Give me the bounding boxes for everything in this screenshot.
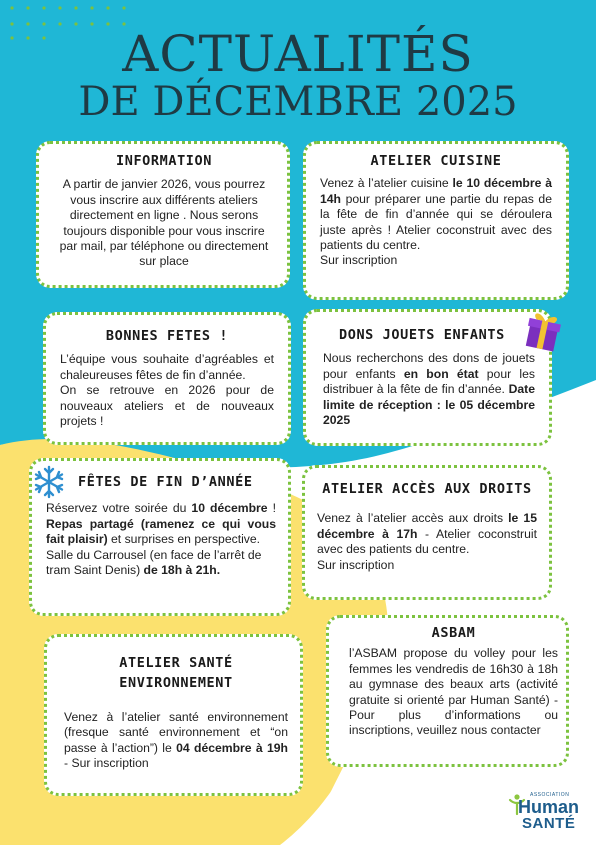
card-title: BONNES FETES ! xyxy=(105,328,229,344)
card-title: ASBAM xyxy=(431,625,476,641)
card-text: L’équipe vous souhaite d’agréables et chaleureuses fêtes de fin d’année. xyxy=(60,352,274,382)
logo-human: Human xyxy=(518,797,580,817)
card-text: Venez à l’atelier accès aux droits le 15 décembre à 17h - Atelier coconstruit avec des patients du centre. xyxy=(317,511,537,557)
snowflake-icon xyxy=(32,465,66,499)
card-title: DONS JOUETS ENFANTS xyxy=(339,327,505,343)
card-bonnes-fetes xyxy=(43,312,291,445)
card-text: Venez à l’atelier santé environnement (fresque santé environnement et “on passe à l’action”) le 04 décembre à 19h - Sur inscription xyxy=(64,710,288,771)
card-text: Venez à l’atelier cuisine le 10 décembre à 14h pour préparer une partie du repas de la fête de fin d’année qui se déroulera juste après ! Atelier coconstruit avec des patients du centre. xyxy=(320,176,552,253)
card-title: ATELIER SANTÉ ENVIRONNEMENT xyxy=(119,655,233,691)
card-text: l’ASBAM propose du volley pour les femmes les vendredis de 16h30 à 18h au gymnase des beaux arts (activité gratuite si orienté par Human Santé) - Pour plus d’informations ou inscriptions, veuillez nous contacter xyxy=(349,646,558,738)
card-atelier-acces-droits xyxy=(302,465,552,600)
card-location: Salle du Carrousel (en face de l’arrêt de tram Saint Denis) de 18h à 21h. xyxy=(46,547,262,578)
card-text: A partir de janvier 2026, vous pourrez vous inscrire aux différents ateliers directement en ligne . Nous serons toujours disponible pour vous inscrire par mail, par téléphone ou directement sur place xyxy=(59,177,269,269)
card-information xyxy=(36,141,290,288)
card-note: Sur inscription xyxy=(317,557,395,572)
card-title: ATELIER CUISINE xyxy=(370,153,502,169)
card-text: Réservez votre soirée du 10 décembre ! Repas partagé (ramenez ce qui vous fait plaisir) et surprises en perspective. xyxy=(46,501,277,547)
page-title-line1: ACTUALITÉS xyxy=(122,25,474,83)
logo-association: ASSOCIATION xyxy=(530,792,570,798)
gift-icon xyxy=(520,309,566,355)
card-title: ATELIER ACCÈS AUX DROITS xyxy=(322,481,532,497)
card-dons-jouets xyxy=(303,309,552,446)
card-title: FÊTES DE FIN D’ANNÉE xyxy=(78,474,253,490)
card-asbam xyxy=(326,615,569,767)
card-atelier-sante-environnement xyxy=(44,634,303,796)
card-atelier-cuisine xyxy=(303,141,569,300)
card-text: Nous recherchons des dons de jouets pour enfants en bon état pour les distribuer à la fête de fin d’année. Date limite de réception : le 05 décembre 2025 xyxy=(323,351,535,428)
card-title: INFORMATION xyxy=(115,153,212,169)
human-sante-logo xyxy=(508,788,588,834)
logo-sante: SANTÉ xyxy=(522,815,576,832)
card-text-2: On se retrouve en 2026 pour de nouveaux ateliers et de nouveaux projets ! xyxy=(60,383,274,429)
card-note: Sur inscription xyxy=(320,253,398,268)
page-title-line2: DE DÉCEMBRE 2025 xyxy=(78,79,518,125)
card-fetes-fin-annee xyxy=(29,458,291,616)
